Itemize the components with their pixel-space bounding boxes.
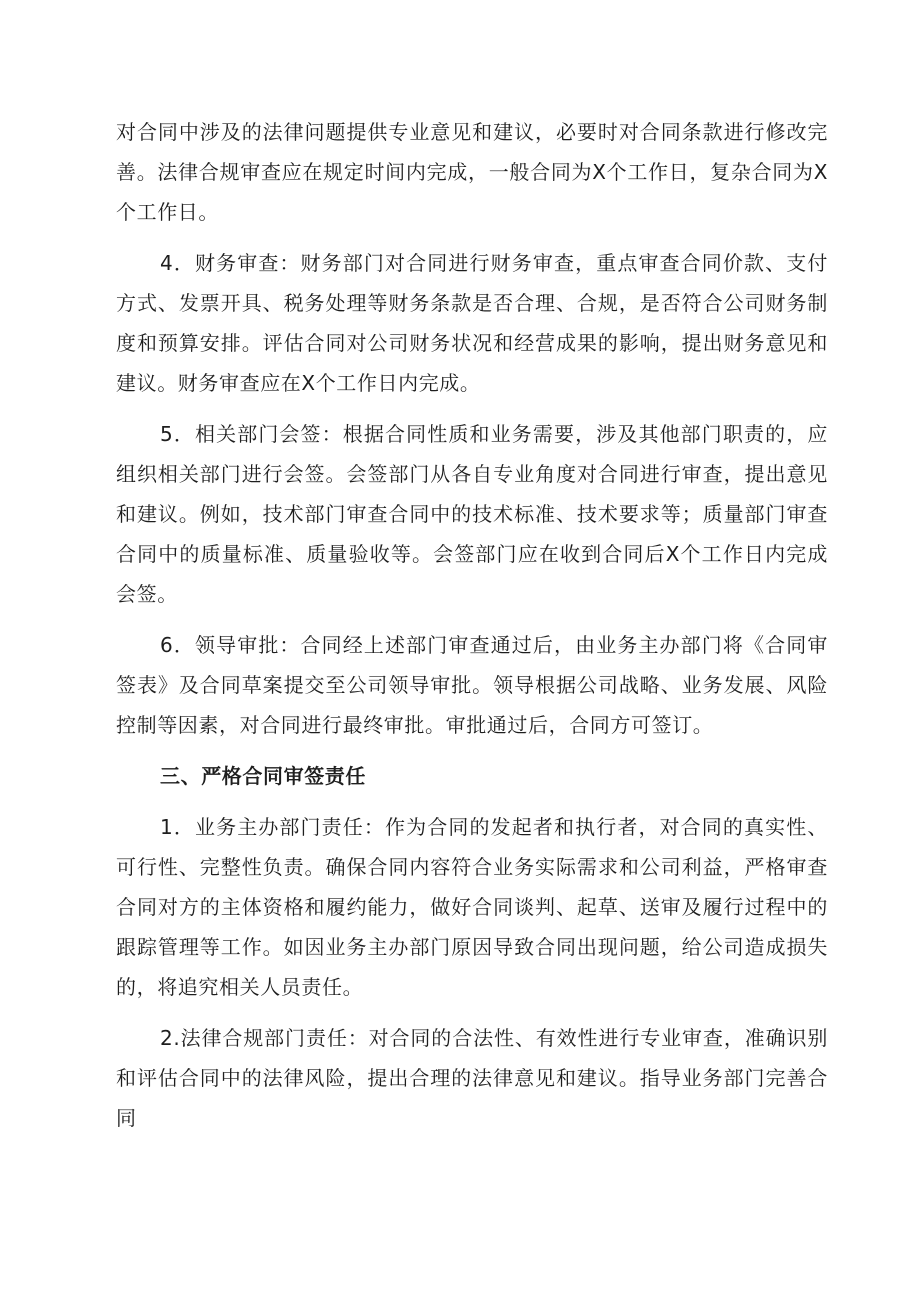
paragraph-legal-dept-responsibility: 2.法律合规部门责任：对合同的合法性、有效性进行专业审查，准确识别和评估合同中的法律风险，提出合理的法律意见和建议。指导业务部门完善合同 [116,1026,828,1130]
paragraph-leadership-approval: 6．领导审批：合同经上述部门审查通过后，由业务主办部门将《合同审签表》及合同草案提交至公司领导审批。领导根据公司战略、业务发展、风险控制等因素，对合同进行最终审批。审批通过后，合同方可签订。 [116,633,828,737]
paragraph-financial-review: 4．财务审查：财务部门对合同进行财务审查，重点审查合同价款、支付方式、发票开具、税务处理等财务条款是否合理、合规，是否符合公司财务制度和预算安排。评估合同对公司财务状况和经营成果的影响，提出财务意见和建议。财务审查应在X个工作日内完成。 [116,251,828,395]
paragraph-department-countersign: 5．相关部门会签：根据合同性质和业务需要，涉及其他部门职责的，应组织相关部门进行会签。会签部门从各自专业角度对合同进行审查，提出意见和建议。例如，技术部门审查合同中的技术标准、技术要求等；质量部门审查合同中的质量标准、质量验收等。会签部门应在收到合同后X个工作日内完成会签。 [116,422,828,606]
paragraph-legal-review-continued: 对合同中涉及的法律问题提供专业意见和建议，必要时对合同条款进行修改完善。法律合规审查应在规定时间内完成，一般合同为X个工作日，复杂合同为X个工作日。 [116,120,828,224]
section-heading: 三、严格合同审签责任 [160,764,366,788]
paragraph-business-dept-responsibility: 1．业务主办部门责任：作为合同的发起者和执行者，对合同的真实性、可行性、完整性负责。确保合同内容符合业务实际需求和公司利益，严格审查合同对方的主体资格和履约能力，做好合同谈判、起草、送审及履行过程中的跟踪管理等工作。如因业务主办部门原因导致合同出现问题，给公司造成损失的，将追究相关人员责任。 [116,815,828,999]
document-page [116,112,828,1149]
